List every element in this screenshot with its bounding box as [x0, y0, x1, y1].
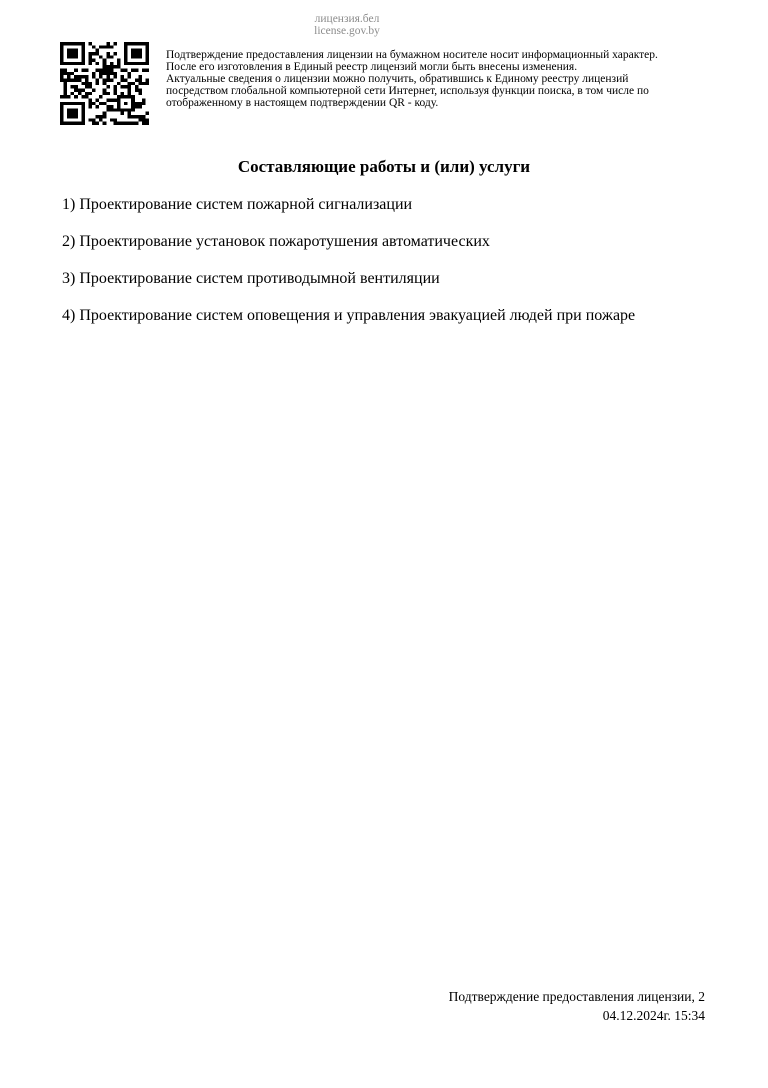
- work-list-item: 3) Проектирование систем противодымной вентиляции: [62, 270, 440, 287]
- footer-doc-label: Подтверждение предоставления лицензии, 2: [448, 989, 705, 1004]
- qr-notice-line: Подтверждение предоставления лицензии на бумажном носителе носит информационный характер.: [166, 49, 658, 61]
- footer-datetime: 04.12.2024г. 15:34: [602, 1007, 705, 1023]
- qr-notice-paragraph: [166, 50, 741, 110]
- site-brand-text: лицензия.бел: [314, 13, 380, 25]
- work-list-item: 2) Проектирование установок пожаротушения автоматических: [62, 233, 490, 250]
- work-list: [62, 195, 728, 326]
- work-list-item: 4) Проектирование систем оповещения и управления эвакуацией людей при пожаре: [62, 307, 636, 324]
- qr-code-icon: [60, 42, 149, 125]
- section-title: Составляющие работы и (или) услуги: [237, 157, 531, 176]
- document-footer: [449, 988, 705, 1025]
- qr-notice-line: После его изготовления в Единый реестр лицензий могли быть внесены изменения.: [166, 60, 578, 73]
- work-list-item: 1) Проектирование систем пожарной сигнализации: [62, 196, 413, 213]
- site-header: [0, 13, 694, 37]
- qr-notice-line: Актуальные сведения о лицензии можно получить, обратившись к Единому реестру лицензий: [166, 72, 629, 85]
- site-domain-text: license.gov.by: [314, 25, 380, 37]
- qr-notice-line: отображенному в настоящем подтверждении QR - коду.: [166, 96, 439, 109]
- qr-notice-line: посредством глобальной компьютерной сети Интернет, используя функции поиска, в том числе по: [166, 84, 649, 97]
